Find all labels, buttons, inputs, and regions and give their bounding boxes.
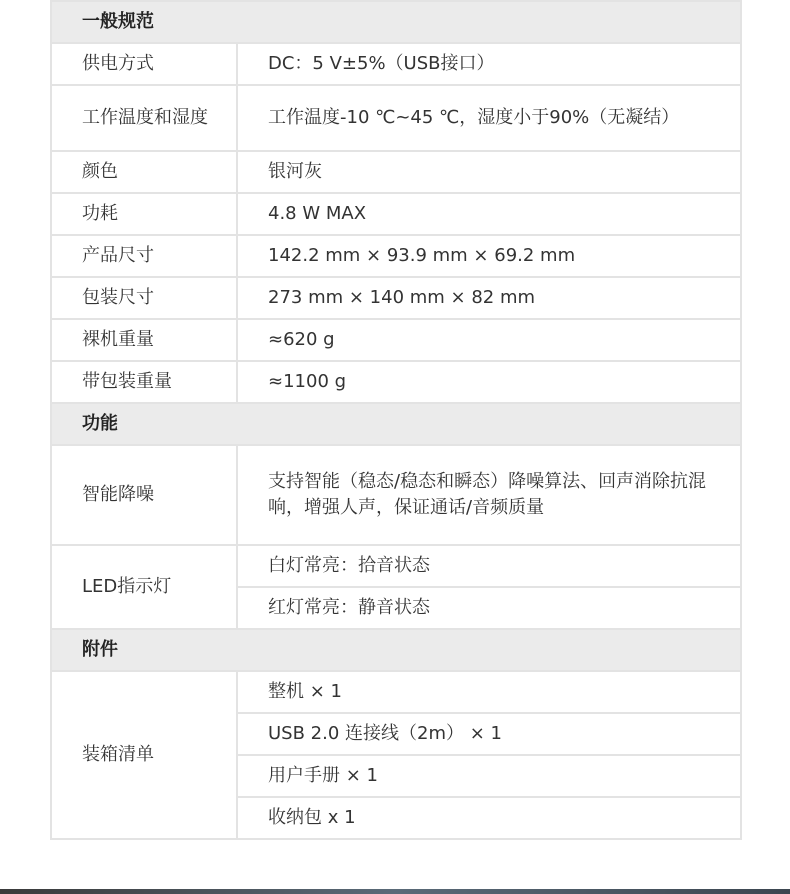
spec-row-color [51, 151, 741, 193]
spec-value: 白灯常亮：拾音状态 [237, 545, 741, 587]
spec-table [50, 0, 742, 840]
spec-label: 供电方式 [51, 43, 237, 85]
spec-row-box-contents [51, 671, 741, 713]
spec-row-product-size [51, 235, 741, 277]
section-general [51, 1, 741, 43]
spec-value: 工作温度-10 ℃~45 ℃，湿度小于90%（无凝结） [237, 85, 741, 151]
spec-row-consumption [51, 193, 741, 235]
spec-row-power [51, 43, 741, 85]
section-accessories [51, 629, 741, 671]
spec-label: 产品尺寸 [51, 235, 237, 277]
spec-row-noise-reduction [51, 445, 741, 545]
spec-label: 裸机重量 [51, 319, 237, 361]
spec-value: 整机 × 1 [237, 671, 741, 713]
spec-value: 红灯常亮：静音状态 [237, 587, 741, 629]
spec-value: 收纳包 x 1 [237, 797, 741, 839]
spec-value: 支持智能（稳态/稳态和瞬态）降噪算法、回声消除抗混响，增强人声，保证通话/音频质量 [237, 445, 741, 545]
section-features [51, 403, 741, 445]
spec-label: 功耗 [51, 193, 237, 235]
spec-value: 用户手册 × 1 [237, 755, 741, 797]
spec-value: ≈1100 g [237, 361, 741, 403]
spec-value: ≈620 g [237, 319, 741, 361]
spec-row-gross-weight [51, 361, 741, 403]
spec-label: 包装尺寸 [51, 277, 237, 319]
spec-row-package-size [51, 277, 741, 319]
spec-label: 颜色 [51, 151, 237, 193]
section-title-features: 功能 [51, 403, 741, 445]
spec-value: 273 mm × 140 mm × 82 mm [237, 277, 741, 319]
spec-value: 银河灰 [237, 151, 741, 193]
spec-value: 142.2 mm × 93.9 mm × 69.2 mm [237, 235, 741, 277]
spec-label: LED指示灯 [51, 545, 237, 629]
spec-label: 装箱清单 [51, 671, 237, 839]
spec-row-led [51, 545, 741, 587]
spec-label: 智能降噪 [51, 445, 237, 545]
spec-label: 带包装重量 [51, 361, 237, 403]
spec-row-net-weight [51, 319, 741, 361]
section-title-accessories: 附件 [51, 629, 741, 671]
spec-value: USB 2.0 连接线（2m） × 1 [237, 713, 741, 755]
spec-row-temperature [51, 85, 741, 151]
bottom-divider [0, 889, 790, 894]
spec-label: 工作温度和湿度 [51, 85, 237, 151]
section-title-general: 一般规范 [51, 1, 741, 43]
spec-value: 4.8 W MAX [237, 193, 741, 235]
spec-value: DC：5 V±5%（USB接口） [237, 43, 741, 85]
